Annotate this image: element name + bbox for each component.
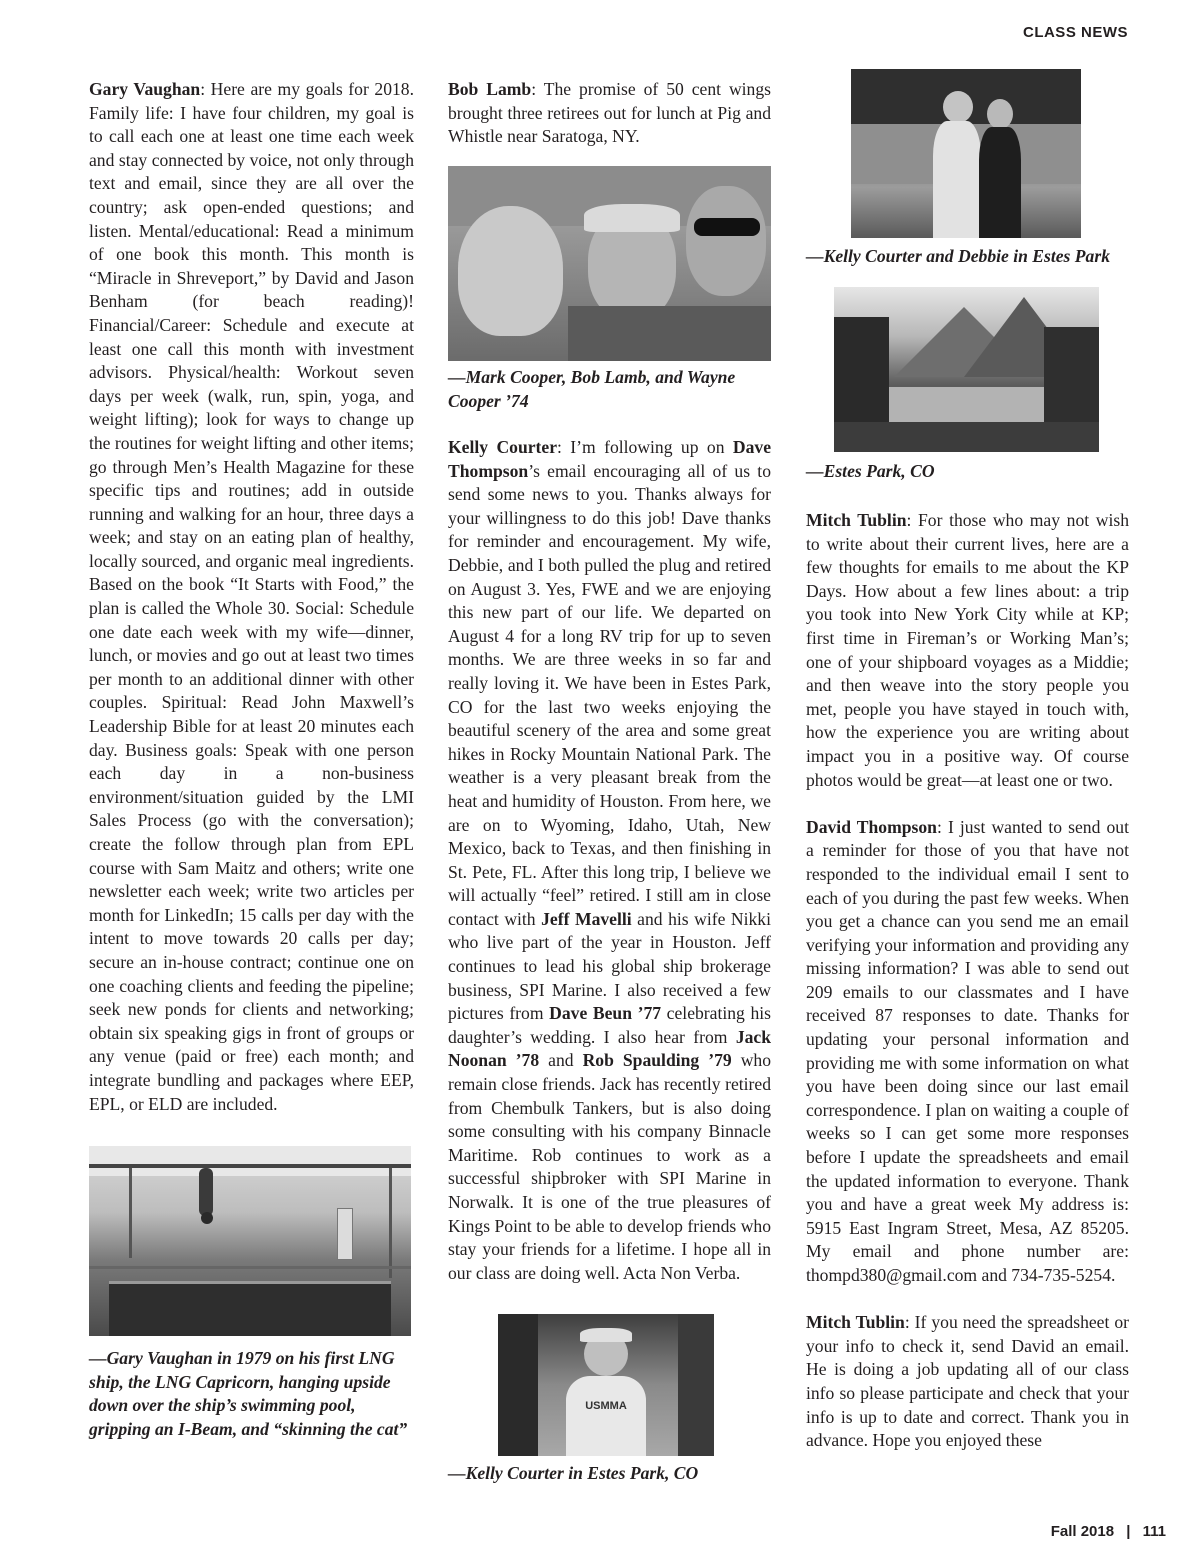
issue-label: Fall 2018 <box>1050 1523 1115 1540</box>
section-header: CLASS NEWS <box>1022 24 1128 41</box>
author-name: Kelly Courter <box>448 437 558 457</box>
author-name: Gary Vaughan <box>89 79 201 99</box>
caption-kelly-courter-estes: —Kelly Courter in Estes Park, CO <box>448 1463 699 1483</box>
mitch-tublin-entry-1 <box>806 509 1129 792</box>
caption-estes-park: —Estes Park, CO <box>806 461 935 481</box>
column-2-continued <box>448 436 771 1285</box>
entry-text: : The promise of 50 cent wings brought three retirees out for lunch at Pig and Whistle near Saratoga, NY. <box>448 79 771 147</box>
footer-separator: | <box>1126 1523 1131 1540</box>
mentioned-name: Rob Spaulding ’79 <box>582 1050 732 1071</box>
page-number: 111 <box>1142 1523 1166 1540</box>
kelly-courter-entry <box>448 436 771 1285</box>
entry-text: celebrating his daughter’s wedding. I also hear from <box>448 1003 771 1047</box>
photo-three-retirees <box>448 166 771 361</box>
entry-text: : If you need the spreadsheet or your info to check it, send David an email. He is doing a job updating all of our class info so please participate and check that your info is up to date and correct. Thank you in advance. Hope you enjoyed these <box>806 1312 1129 1451</box>
mitch-tublin-entry-2 <box>806 1311 1129 1453</box>
entry-text: : I just wanted to send out a reminder for those of you that have not responded to the individual email I sent to each of you during the past few weeks. When you get a chance can you send me an email verifying your information and providing any missing information? I was able to send out 209 emails to our classmates and I have received 87 responses to date. Thanks for updating your personal information and providing me with some information on what you have been doing since our last email correspondence. I plan on waiting a couple of weeks so I can get some more responses before I update the spreadsheets and email the updated information to everyone. Thank you and have a great week My address is: 5915 East Ingram Street, Mesa, AZ 85205. My email and phone number are: thompd380@gmail.com and 734-735-5254. <box>806 816 1129 1285</box>
photo-ship-swimming-pool <box>89 1146 411 1336</box>
entry-text: ’s email encouraging all of us to send some news to you. Thanks always for your willingness to do this job! Dave thanks for reminder and encouragement. My wife, Debbie, and I both pulled the plug and retired on August 3. Yes, FWE and we are enjoying this new part of our life. We departed on August 4 for a long RV trip for up to seven months. We are three weeks in so far and really loving it. We have been in Estes Park, CO for the last two weeks enjoying the beautiful scenery of the area and some great hikes in Rocky Mountain National Park. The weather is a very pleasant break from the heat and humidity of Houston. From here, we are on to Wyoming, Idaho, Utah, New Mexico, back to Texas, and then finishing in St. Pete, FL. After this long trip, I believe we will actually “feel” retired. I still am in close contact with <box>448 460 771 929</box>
entry-text: and his wife Nikki who live part of the year in Houston. Jeff continues to lead his global ship brokerage business, SPI Marine. I also received a few pictures from <box>448 908 771 1024</box>
david-thompson-entry <box>806 816 1129 1288</box>
caption-gary-vaughan: —Gary Vaughan in 1979 on his first LNG ship, the LNG Capricorn, hanging upside down over the ship’s swimming pool, gripping an I-Beam, and “skinning the cat” <box>89 1348 408 1439</box>
caption-mark-bob-wayne: —Mark Cooper, Bob Lamb, and Wayne Cooper ’74 <box>448 367 736 411</box>
author-name: Mitch Tublin <box>806 1312 905 1333</box>
bob-lamb-entry <box>448 78 771 149</box>
photo-kelly-and-debbie <box>851 69 1081 238</box>
page-footer <box>1051 1523 1166 1540</box>
entry-text: who remain close friends. Jack has recently retired from Chembulk Tankers, but is also doing some consulting with his company Binnacle Maritime. Rob continues to work as a successful shipbroker with SPI Marine in Norwalk. It is one of the true pleasures of Kings Point to be able to develop friends who stay your friends for a lifetime. I hope all in our class are doing well. Acta Non Verba. <box>448 1050 771 1283</box>
mentioned-name: Dave Beun ’77 <box>549 1003 662 1024</box>
column-2 <box>448 78 771 149</box>
entry-text: : Here are my goals for 2018. Family life: I have four children, my goal is to call each one at least one time each week and stay connected by voice, not only through text and email, since they are all over the country; ask open-ended questions; and listen. Mental/educational: Read a minimum of one book this month. This month is “Miracle in Shreveport,” by David and Jason Benham (for beach reading)! Financial/Career: Schedule and execute at least one call this month with investment advisors. Physical/health: Workout seven days per week (walk, run, spin, yoga, and weight lifting); look for ways to change up the routines for weight lifting and other items; go through Men’s Health Magazine for these specific tips and routines; add in outside running and walking for an hour, three days a week; and stay on an eating plan of healthy, locally sourced, and organic meal ingredients. Based on the book “It Starts with Food,” the plan is called the Whole 30. Social: Schedule one date each week with my wife—dinner, lunch, or movies and go out at least two times per month to an additional dinner with other couples. Spiritual: Read John Maxwell’s Leadership Bible for at least 20 minutes each day. Business goals: Speak with one person each day in a non-business environment/situation guided by the LMI Sales Process (go with the conversation); create the follow through plan from EPL course with Sam Maitz and others; write one newsletter each week; write two articles per month for LinkedIn; 15 calls per day with the intent to move towards 20 calls per day; secure an in-house contract; continue one on one coaching clients and feeding the pipeline; seek new ponds for clients and networking; obtain six speaking gigs in front of groups or any venue (paid or free) each month; and integrate bundling and packages where EEP, EPL, or ELD are included. <box>89 79 414 1114</box>
gary-vaughan-entry <box>89 78 414 1116</box>
column-1 <box>89 78 414 1116</box>
mentioned-name: Dave Thompson <box>448 437 771 481</box>
mentioned-name: Jack Noonan ’78 <box>448 1026 771 1071</box>
caption-kelly-and-debbie: —Kelly Courter and Debbie in Estes Park <box>806 246 1110 266</box>
shirt-text: USMMA <box>585 1400 627 1412</box>
entry-text: : For those who may not wish to write about their current lives, here are a few thoughts for emails to me about the KP Days. How about a few lines about: a trip you took into New York City while at KP; first time in Fireman’s or Working Man’s; one of your shipboard voyages as a Middie; and then weave into the story people you met, people you have stayed in touch with, how the experience you are writing about impact you in a positive way. Of course photos would be great—at least one or two. <box>806 510 1129 790</box>
column-3 <box>806 509 1129 1453</box>
author-name: David Thompson <box>806 816 937 837</box>
mentioned-name: Jeff Mavelli <box>541 908 632 929</box>
photo-kelly-courter-hiking <box>498 1314 714 1456</box>
entry-text: : I’m following up on <box>557 437 733 457</box>
photo-estes-park-lake <box>834 287 1099 452</box>
entry-text: and <box>539 1050 583 1071</box>
author-name: Mitch Tublin <box>806 510 907 530</box>
author-name: Bob Lamb <box>448 79 532 99</box>
